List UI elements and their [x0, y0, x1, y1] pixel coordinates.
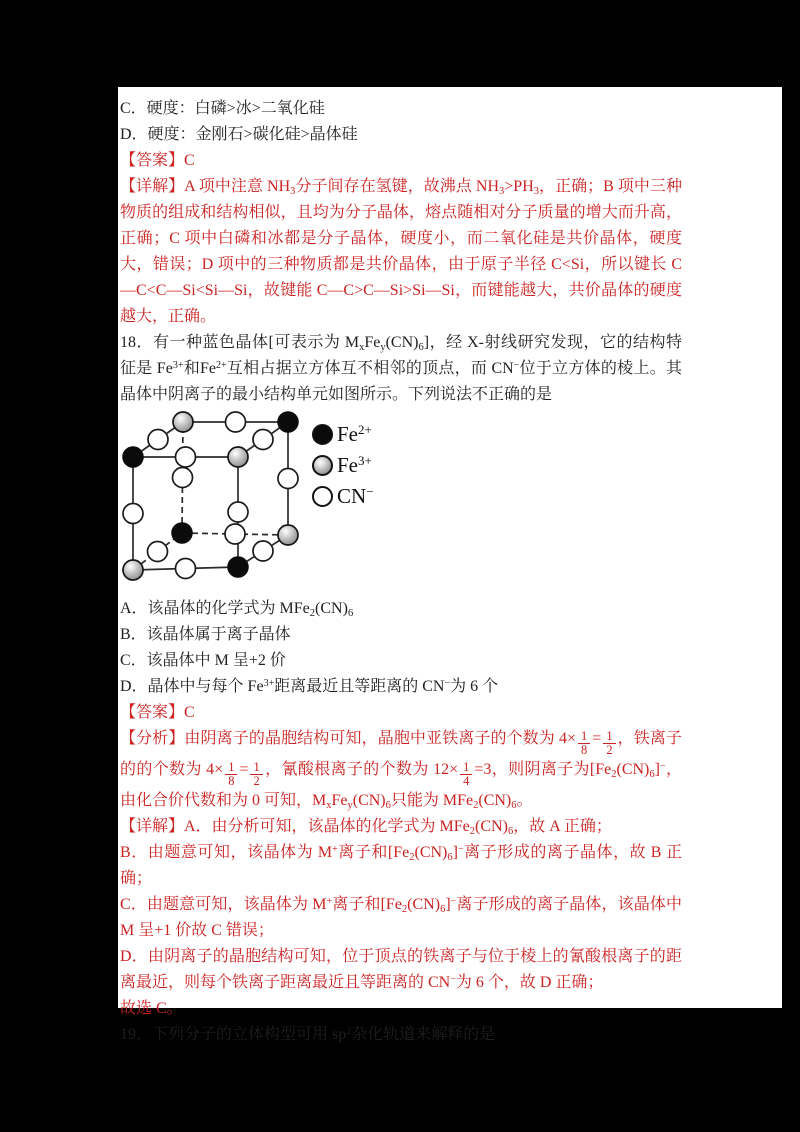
- legend-label-cn: CN−: [337, 484, 374, 508]
- paragraph-q18-stem: 18．有一种蓝色晶体[可表示为 $M_xFe_y(CN)_6$]，经 X-射线研究发现，它的结构特征是 $Fe^{3+}$和$Fe^{2+}$互相占据立方体互不相邻的顶点，而 CN−位于立方体的棱上。其晶体中阴离子的最小结构单元如图所示。下列说法不正确的是: [120, 334, 682, 403]
- paragraph-q18-explain-d: D．由阴离子的晶胞结构可知，位于顶点的铁离子与位于棱上的氰酸根离子的距离最近，则每个铁离子距离最近且等距离的 CN−为 6 个，故 D 正确；: [120, 948, 682, 992]
- fe2-ion-circle: [123, 447, 143, 467]
- paragraph-q18-option-b: B．该晶体属于离子晶体: [120, 626, 291, 643]
- cn-ion-circle: [228, 502, 248, 522]
- paragraph-q18-analysis: 【分析】由阴离子的晶胞结构可知，晶胞中亚铁离子的个数为 4× $\frac{1}{8}$ = $\frac{1}{2}$ ，铁离子的的个数为 4× $\frac{1}{8}$ = $\frac{1}{2}$ ，氰酸根离子的个数为 12× $\frac{1}{4}$ =3，则阴离子为$[Fe_2(CN)_6]^-$，由化合价代数和为 0 可知，$M_xFe_y(CN)_6$只能为 $MFe_2(CN)_6$。: [120, 728, 682, 812]
- cn-ion-circle: [148, 542, 168, 562]
- paragraph-q18-option-c: C．该晶体中 M 呈+2 价: [120, 652, 286, 669]
- fe2-ion-circle: [172, 523, 192, 543]
- fe3-shaded-circle-icon: [312, 455, 333, 476]
- legend-label-fe2: $Fe^{2+}$: [337, 422, 372, 446]
- paragraph-q17-option-d: D．硬度：金刚石>碳化硅>晶体硅: [120, 126, 358, 143]
- document-body: [120, 96, 682, 1048]
- paragraph-q18-conclusion: 故选 C。: [120, 1000, 183, 1018]
- fe3-ion-circle: [123, 560, 143, 580]
- fe3-ion-circle: [228, 447, 248, 467]
- cn-ion-circle: [226, 412, 246, 432]
- legend-label-fe3: $Fe^{3+}$: [337, 453, 372, 477]
- cn-ion-circle: [176, 447, 196, 467]
- paragraph-q17-explain: 【详解】A 项中注意 $NH_3$分子间存在氢键，故沸点 $NH_3>PH_3$，正确；B 项中三种物质的组成和结构相似，且均为分子晶体，熔点随相对分子质量的增大而升高，正确；C 项中白磷和冰都是分子晶体，硬度小，而二氧化硅是共价晶体，硬度大，错误；D 项中的三种物质都是共价晶体，由于原子半径 C<Si，所以键长 C—C<C—Si<Si—Si，故键能 C—C>C—Si>Si—Si，而键能越大，共价晶体的硬度越大，正确。: [120, 178, 682, 325]
- paragraph-q18-explain-b: B．由题意可知，该晶体为 M+离子和$[Fe_2(CN)_6]^-$离子形成的离子晶体，故 B 正确；: [120, 844, 682, 888]
- cn-ion-circle: [123, 504, 143, 524]
- paragraph-q18-explain-a: 【详解】A．由分析可知，该晶体的化学式为 $MFe_2(CN)_6$，故 A 正确；: [120, 818, 612, 838]
- paragraph-q18-answer: 【答案】C: [120, 704, 195, 721]
- legend-row-fe3: [312, 455, 374, 476]
- cn-ion-circle: [278, 469, 298, 489]
- fe3-ion-circle: [278, 525, 298, 545]
- fe2-filled-circle-icon: [312, 424, 333, 445]
- fe3-ion-circle: [173, 412, 193, 432]
- paragraph-q17-option-c: C．硬度：白磷>冰>二氧化硅: [120, 100, 325, 117]
- cn-ion-circle: [148, 430, 168, 450]
- cn-open-circle-icon: [312, 486, 333, 507]
- document-page: [118, 87, 782, 1044]
- cn-ion-circle: [253, 541, 273, 561]
- paragraph-q18-option-d: D．晶体中与每个 $Fe^{3+}$距离最近且等距离的 CN−为 6 个: [120, 678, 499, 695]
- paragraph-q18-explain-c: C．由题意可知，该晶体为 M+离子和$[Fe_2(CN)_6]^-$离子形成的离子晶体，该晶体中 M 呈+1 价故 C 错误；: [120, 896, 682, 940]
- cn-ion-circle: [253, 430, 273, 450]
- paragraph-q17-answer: 【答案】C: [120, 152, 195, 169]
- crystal-unit-cell-figure: [120, 411, 682, 594]
- cn-ion-circle: [173, 468, 193, 488]
- paragraph-q19-stem: 19．下列分子的立体构型可用 $sp^2$杂化轨道来解释的是: [120, 1026, 496, 1044]
- legend-row-fe2: [312, 424, 374, 445]
- fe2-ion-circle: [228, 557, 248, 577]
- crystal-cube-diagram: [120, 411, 320, 584]
- figure-legend: [312, 424, 374, 517]
- cn-ion-circle: [225, 524, 245, 544]
- fe2-ion-circle: [278, 412, 298, 432]
- paragraph-q18-option-a: A．该晶体的化学式为 $MFe_2(CN)_6$: [120, 600, 354, 619]
- cn-ion-circle: [176, 559, 196, 579]
- legend-row-cn: [312, 486, 374, 507]
